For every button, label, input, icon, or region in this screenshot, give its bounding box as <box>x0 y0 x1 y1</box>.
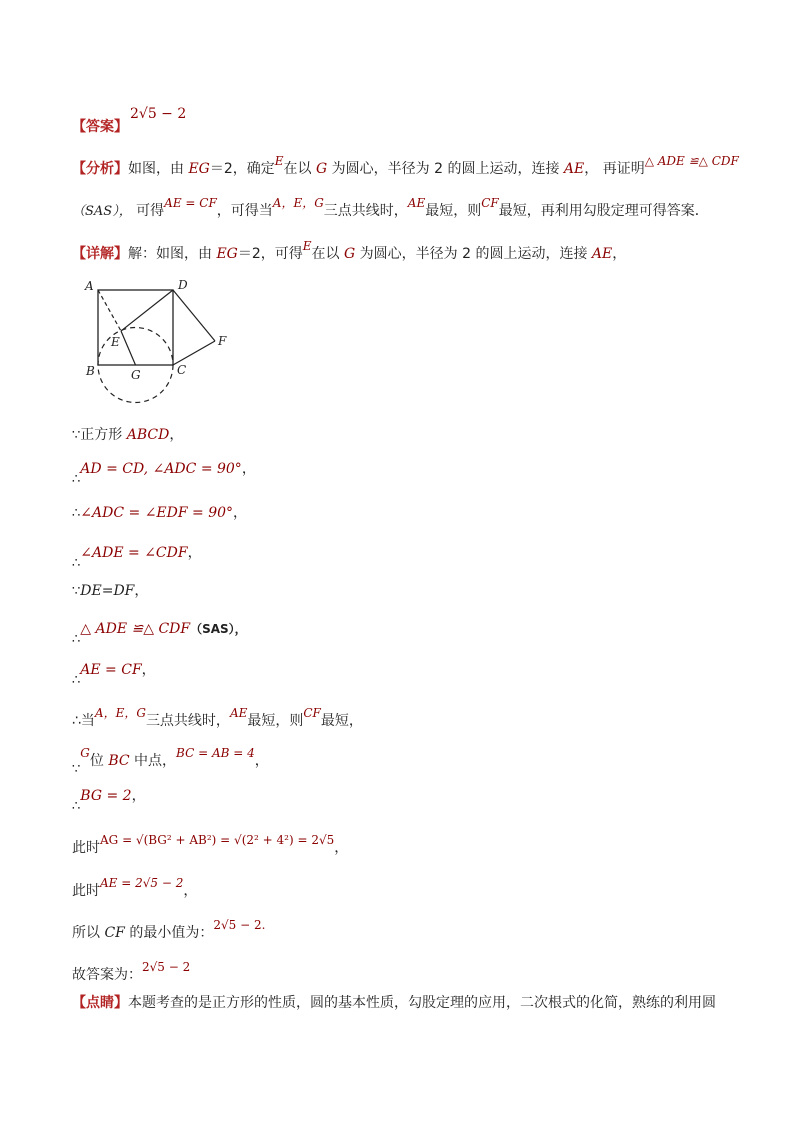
label-c: C <box>177 363 187 377</box>
label-g: G <box>131 368 141 382</box>
step-2: $_\therefore$AD = CD, ∠ADC = 90°， <box>72 461 256 487</box>
step-5: ∵DE=DF， <box>72 583 149 599</box>
detail-tag: 【详解】 <box>72 246 128 262</box>
step-8: ∴当$^{A,E,G}$三点共线时，$^{AE}$最短，则$^{CF}$最短， <box>72 706 363 729</box>
segment-eg <box>121 331 136 365</box>
label-e: E <box>111 335 120 349</box>
step-12: 此时$^{AE = 2√5 - 2}$， <box>72 876 198 899</box>
segment-df <box>173 290 215 341</box>
step-3: ∴∠ADC = ∠EDF = 90°， <box>72 505 248 521</box>
comment-line: 【点睛】本题考查的是正方形的性质，圆的基本性质，勾股定理的应用，二次根式的化简，熟练的利用圆 <box>72 995 716 1011</box>
label-a: A <box>85 279 94 293</box>
segment-de <box>121 290 173 331</box>
label-b: B <box>86 364 95 378</box>
geometry-figure <box>80 275 240 410</box>
step-14: 故答案为：$^{2√5 - 2}$ <box>72 960 191 983</box>
square-abcd <box>98 290 173 365</box>
step-13: 所以 CF 的最小值为：$^{2√5 - 2.}$ <box>72 918 266 941</box>
step-1: ∵正方形 ABCD， <box>72 427 184 443</box>
step-11: 此时$^{AG = √(BG^2 + AB^2) = √(2^2 + 4^2) = 2√5}$， <box>72 833 349 856</box>
analysis-line-1: 【分析】如图，由 EG＝2，确定$^E$在以 G 为圆心，半径为 2 的圆上运动，连接 AE， 再证明$^{\triangle ADE ≌\triangle CDF}$ <box>72 154 739 177</box>
segment-ae <box>98 290 121 331</box>
segment-fc <box>173 341 215 365</box>
label-d: D <box>178 278 188 292</box>
comment-tag: 【点睛】 <box>72 995 128 1011</box>
step-9: $_\because^G$位 BC 中点，$^{BC = AB = 4}$， <box>72 746 269 777</box>
detail-line: 【详解】解：如图，由 EG＝2，可得$^E$在以 G 为圆心，半径为 2 的圆上运动，连接 AE， <box>72 239 627 262</box>
label-f: F <box>218 334 227 348</box>
step-4: $_\therefore$∠ADE = ∠CDF， <box>72 545 202 571</box>
step-7: $_\therefore$AE = CF， <box>72 662 156 688</box>
step-10: $_\therefore$BG = 2， <box>72 788 146 814</box>
answer-tag: 【答案】 <box>72 119 128 135</box>
answer-value: 2√5 − 2 <box>130 106 187 122</box>
analysis-tag: 【分析】 <box>72 161 128 177</box>
analysis-line-2: （SAS）， 可得$^{AE = CF}$，可得当$^{A,E,G}$三点共线时，$^{AE}$最短，则$^{CF}$最短，再利用勾股定理可得答案． <box>72 196 709 219</box>
step-6: $_\therefore$△ ADE ≌△ CDF（SAS）， <box>72 621 247 647</box>
